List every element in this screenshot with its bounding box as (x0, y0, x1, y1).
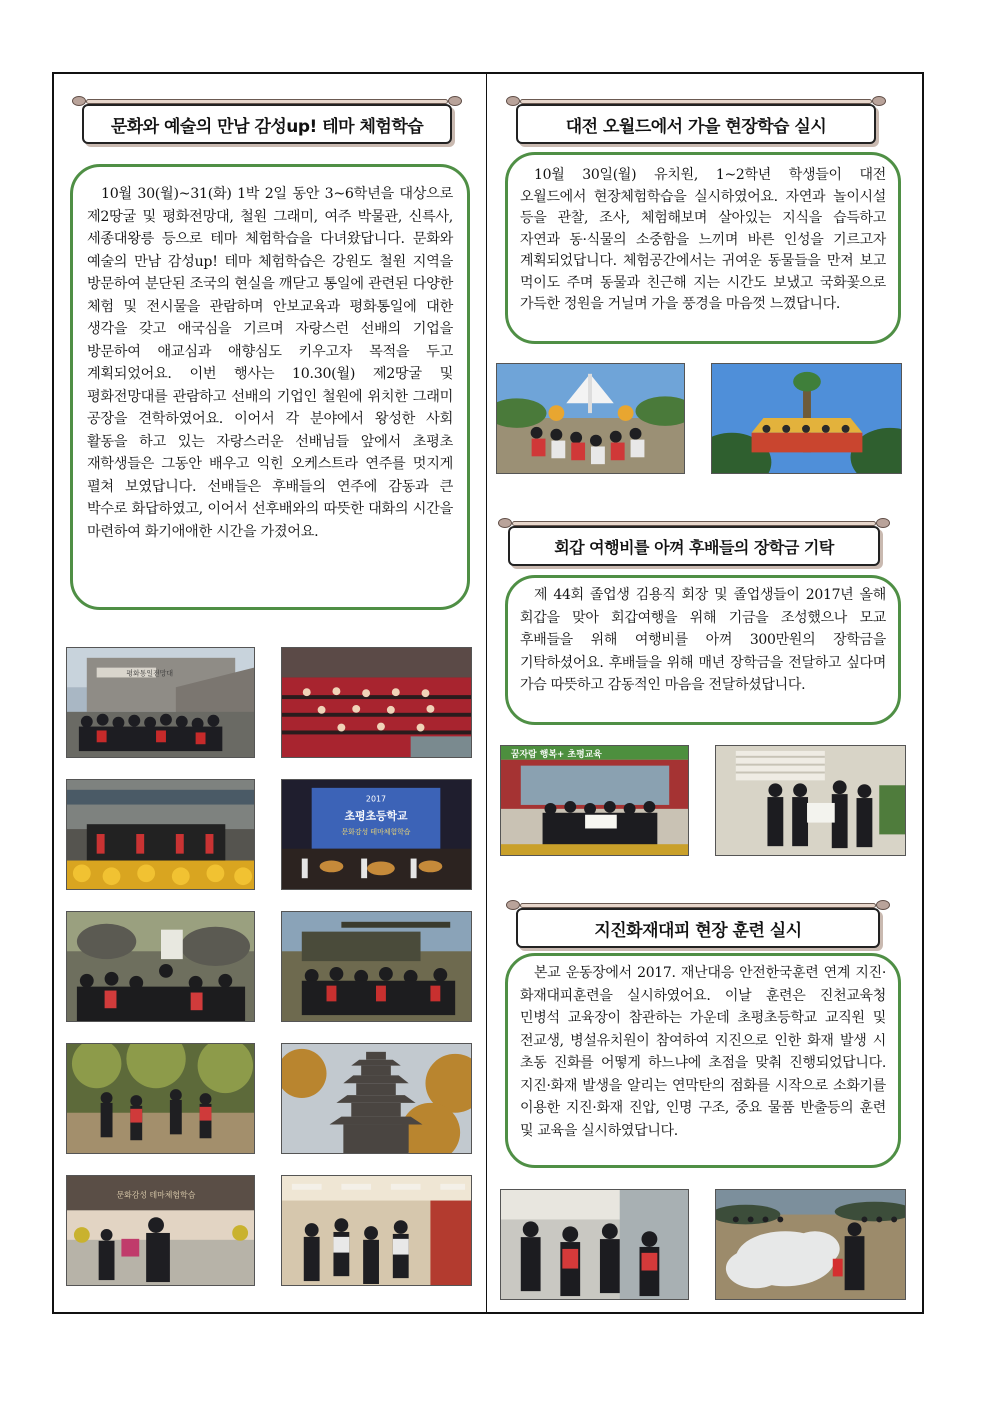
photo-tank-group (281, 911, 472, 1022)
photo-oworld-ride (711, 363, 902, 474)
article2-body: 10월 30일(월) 유치원, 1~2학년 학생들이 대전 오월드에서 현장체험학습을 실시하였어요. 자연과 놀이시설 등을 관찰, 조사, 체험해보며 살아있는 지식을 습득하고 자연과 동·식물의 소중함을 느끼며 바른 인성을 기르고자 계획되었답니다. 체험공간에서는 귀여운 동물들을 만져 보고 먹이도 주며 동물과 친근해 지는 시간도 보냈고 국화꽃으로 가득한 정원을 거닐며 가을 풍경을 마음껏 느꼈답니다. (520, 167, 886, 312)
school-sign: 꿈자람 행복+ 초평교육 (510, 749, 602, 760)
photo-scholarship-group (500, 745, 689, 856)
photo-group-flowers (66, 779, 255, 890)
photo-theater-audience (281, 647, 472, 758)
article1-title: 문화와 예술의 만남 감성up! 테마 체험학습 (110, 116, 424, 137)
photo-stone-pagoda (281, 1043, 472, 1154)
column-divider (486, 72, 487, 1314)
photo-tunnel-visit (66, 911, 255, 1022)
article3-heading (498, 518, 890, 566)
gallery-sign: 문화감성 테마체험학습 (116, 1190, 196, 1200)
stage-banner-event: 문화감성 테마체험학습 (341, 828, 411, 837)
article3-body: 제 44회 졸업생 김용직 회장 및 졸업생들이 2017년 올해 회갑을 맞아 회갑여행을 위해 기금을 조성했으나 모교 후배들을 위해 여행비를 아껴 300만원의 장학금을 기탁하셨어요. 후배들을 위해 매년 장학금을 전달하고 싶다며 가슴 따뜻하고 감동적인 마음을 전달하셨답니다. (520, 587, 886, 693)
article2-heading (506, 96, 886, 144)
article1-body: 10월 30(월)~31(화) 1박 2일 동안 3~6학년을 대상으로 제2땅굴 및 평화전망대, 철원 그래미, 여주 박물관, 신륵사, 세종대왕릉 등으로 테마 체험학습을 다녀왔답니다. 문화와 예술의 만남 감성up! 테마 체험학습은 강원도 철원 지역을 방문하여 분단된 조국의 현실을 깨닫고 통일에 관련된 다양한 체험 및 전시물을 관람하며 안보교육과 평화통일에 대한 생각을 갖고 애국심을 기르며 자랑스런 선배의 기업을 방문하여 애교심과 애향심도 키우고자 목적을 두고 계획되었어요. 이번 행사는 10.30(월) 제2땅굴 및 평화전망대를 관람하고 선배의 기업인 철원에 위치한 그래미 공장을 견학하였어요. 이어서 각 분야에서 왕성한 사회 활동을 하고 있는 자랑스러운 선배님들 앞에서 초평초 재학생들은 그동안 배우고 익힌 오케스트라 연주를 멋지게 펼쳐 보였답니다. 선배들은 후배들의 연주에 감동과 큰 박수로 화답하였고, 이어서 선후배와의 따뜻한 대화의 시간을 마련하여 화기애애한 시간을 가졌어요. (87, 186, 453, 540)
photo-evacuation-drill (500, 1189, 689, 1300)
article4-heading (506, 900, 890, 948)
stage-banner-year: 2017 (365, 794, 387, 804)
article4-title: 지진화재대피 현장 훈련 실시 (594, 920, 802, 941)
photo-temple-path (66, 1043, 255, 1154)
article3-title: 회갑 여행비를 아껴 후배들의 장학금 기탁 (554, 537, 834, 557)
photo-gallery-visit (66, 1175, 255, 1286)
article1-panel (70, 164, 470, 610)
photo-scholarship-handover (715, 745, 906, 856)
photo-oworld-children (496, 363, 685, 474)
stage-banner-school: 초평초등학교 (344, 809, 408, 823)
article2-title: 대전 오월드에서 가을 현장학습 실시 (565, 116, 827, 137)
photo-orchestra-stage (281, 779, 472, 890)
article3-panel (505, 575, 901, 725)
observatory-sign: 평화통일전망대 (126, 669, 174, 678)
photo-peace-observatory-group (66, 647, 255, 758)
article4-panel (505, 953, 901, 1168)
article2-panel (505, 152, 901, 344)
article1-heading (72, 96, 462, 144)
article4-body: 본교 운동장에서 2017. 재난대응 안전한국훈련 연계 지진·화재대피훈련을 실시하였어요. 이날 훈련은 진천교육청 민병석 교육장이 참관하는 가운데 초평초등학교 교직원 및 전교생, 병설유치원이 참여하여 지진으로 인한 화재 발생 시 초동 진화를 어떻게 하느냐에 초점을 맞춰 진행되었답니다. 지진·화재 발생을 알리는 연막탄의 점화를 시작으로 소화기를 이용한 지진·화재 진압, 인명 구조, 중요 물품 반출등의 훈련 및 교육을 실시하였답니다. (520, 965, 886, 1139)
photo-corridor-students (281, 1175, 472, 1286)
photo-fire-extinguisher (715, 1189, 906, 1300)
